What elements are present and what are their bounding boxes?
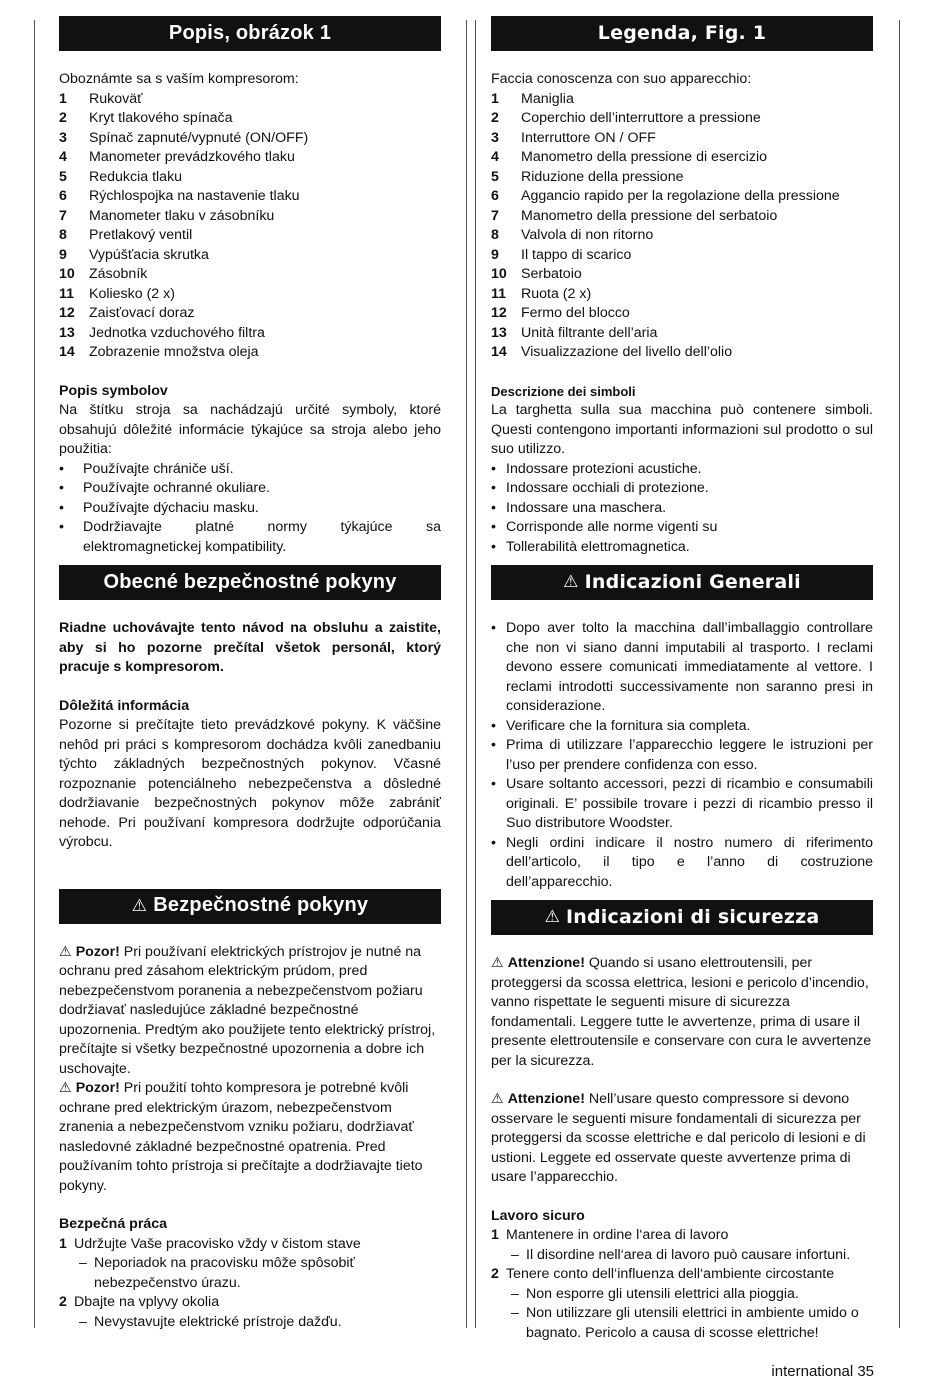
list-item: 13 Jednotka vzduchového filtra xyxy=(59,324,265,341)
warning-icon: ⚠ xyxy=(491,955,504,971)
section-title-general-safety: Obecné bezpečnostné pokyny xyxy=(59,565,441,600)
list-item: 4 Manometer prevádzkového tlaku xyxy=(59,149,295,165)
warning-paragraph-1: ⚠ Attenzione! Quando si usano elettroutensili, per proteggersi da scossa elettrica, lesioni e pericolo d’incendio, vanno rispettate le seguenti misure di sicurezza fondamentali. Leggere tutte le avvertenze, prima di usare il presente elettroutensile e conservare con cura le avvertenze per la sicurezza. xyxy=(491,955,872,1069)
warning-icon: ⚠ xyxy=(544,906,561,927)
right-margin-rule xyxy=(899,20,900,1328)
warning-icon: ⚠ xyxy=(59,1080,72,1096)
section-title-general: ⚠ Indicazioni Generali xyxy=(491,565,873,600)
list-item: • Tollerabilità elettromagnetica. xyxy=(491,538,873,558)
center-left-rule xyxy=(466,20,467,1328)
safe-work-heading: Lavoro sicuro xyxy=(491,1207,585,1224)
warning-icon: ⚠ xyxy=(491,1091,504,1107)
list-item: 3 Spínač zapnuté/vypnuté (ON/OFF) xyxy=(59,129,309,146)
list-item: 12 Fermo del blocco xyxy=(491,305,630,321)
safe-work-heading: Bezpečná práca xyxy=(59,1216,168,1232)
list-item: 1 Udržujte Vaše pracovisko vždy v čistom stave – Neporiadok na pracovisku môže spôsobiť nebezpečenstvo úrazu. xyxy=(59,1235,441,1294)
list-item: 2 Coperchio dell’interruttore a pressione xyxy=(491,110,761,126)
italian-column xyxy=(491,16,873,1343)
intro-text: Oboznámte sa s vaším kompresorom: xyxy=(59,71,299,87)
list-item: – Nevystavujte elektrické prístroje dažďu. xyxy=(59,1313,441,1333)
symbols-list xyxy=(491,460,873,558)
parts-list xyxy=(59,90,441,363)
list-item: – Non esporre gli utensili elettrici alla pioggia. xyxy=(491,1285,873,1305)
warning-paragraph-2: ⚠ Attenzione! Nell’usare questo compressore si devono osservare le seguenti misure fondamentali di sicurezza per proteggersi da scosse elettriche e dal pericolo di lesioni e di ustioni. Leggete ed osservate queste avvertenze prima di usare l’apparecchio. xyxy=(491,1091,866,1185)
list-item: • Corrisponde alle norme vigenti su xyxy=(491,518,873,538)
symbols-heading: Descrizione dei simboli xyxy=(491,383,636,399)
list-item: 1 Mantenere in ordine l‘area di lavoro – Il disordine nell‘area di lavoro può causare infortuni. xyxy=(491,1226,873,1265)
list-item: • Usare soltanto accessori, pezzi di ricambio e consumabili originali. E’ possibile trovare i pezzi di ricambio presso il Suo distributore Woodster. xyxy=(491,775,873,834)
warning-icon: ⚠ xyxy=(59,943,72,960)
left-margin-rule xyxy=(34,20,35,1328)
list-item: • Indossare protezioni acustiche. xyxy=(491,460,873,480)
list-item: 2 Dbajte na vplyvy okolia – Nevystavujte elektrické prístroje dažďu. xyxy=(59,1293,441,1332)
general-bold-text: Riadne uchovávajte tento návod na obsluhu a zaistite, aby si ho pozorne prečítal všetok personál, ktorý pracuje s kompresorom. xyxy=(59,620,441,675)
list-item: 6 Aggancio rapido per la regolazione della pressione xyxy=(491,188,840,204)
list-item: 14 Visualizzazione del livello dell’olio xyxy=(491,344,733,360)
list-item: • Indossare una maschera. xyxy=(491,499,873,519)
list-item: • Verificare che la fornitura sia completa. xyxy=(491,717,873,737)
parts-list xyxy=(491,90,873,363)
list-item: • Dopo aver tolto la macchina dall’imballaggio controllare che non vi siano danni imputabili al trasporto. I reclami devono essere comunicati immediatamente al vettore. I reclami introdotti successivamente non saranno presi in considerazione. xyxy=(491,619,873,717)
center-right-rule xyxy=(475,20,476,1328)
list-item: • Používajte chrániče uší. xyxy=(59,460,441,480)
list-item: – Non utilizzare gli utensili elettrici in ambiente umido o bagnato. Pericolo a causa di scosse elettriche! xyxy=(491,1304,873,1343)
list-item: 3 Interruttore ON / OFF xyxy=(491,129,656,146)
list-item: 1 Maniglia xyxy=(491,90,574,107)
section-title-description: Popis, obrázok 1 xyxy=(59,16,441,51)
warning-icon: ⚠ xyxy=(131,896,148,916)
list-item: 5 Riduzione della pressione xyxy=(491,168,684,185)
list-item: 5 Redukcia tlaku xyxy=(59,168,183,185)
safe-work-steps xyxy=(491,1226,873,1343)
symbols-list xyxy=(59,460,441,558)
symbols-heading: Popis symbolov xyxy=(59,382,168,399)
list-item: 11 Ruota (2 x) xyxy=(491,285,592,302)
important-text: Pozorne si prečítajte tieto prevádzkové pokyny. K väčšine nehôd pri práci s kompresorom dochádza kvôli zanedbaniu týchto základných bezpečnostných pokynov. Včasné rozpoznanie potenciálneho nebezpečenstva a dôsledné dodržiavanie bezpečnostných pokynov môže zabrániť nehode. Pri používaní kompresora dodržujte odporúčania výrobcu. xyxy=(59,717,441,850)
list-item: 6 Rýchlospojka na nastavenie tlaku xyxy=(59,188,300,204)
list-item: 2 Tenere conto dell‘influenza dell‘ambiente circostante – Non esporre gli utensili elettrici alla pioggia. – Non utilizzare gli utensili elettrici in ambiente umido o bagnato. Pericolo a causa di scosse elettriche! xyxy=(491,1265,873,1343)
list-item: 12 Zaisťovací doraz xyxy=(59,305,195,321)
list-item: 13 Unità filtrante dell’aria xyxy=(491,324,658,341)
page-footer: international 35 xyxy=(771,1363,874,1380)
safe-work-steps xyxy=(59,1235,441,1333)
list-item: • Indossare occhiali di protezione. xyxy=(491,479,873,499)
list-item: 2 Kryt tlakového spínača xyxy=(59,110,233,126)
intro-text: Faccia conoscenza con suo apparecchio: xyxy=(491,71,752,87)
list-item: 8 Pretlakový ventil xyxy=(59,227,193,243)
warning-icon: ⚠ xyxy=(563,571,579,592)
list-item: – Neporiadok na pracovisku môže spôsobiť nebezpečenstvo úrazu. xyxy=(59,1254,441,1293)
list-item: 9 Il tappo di scarico xyxy=(491,246,632,263)
list-item: 9 Vypúšťacia skrutka xyxy=(59,246,209,263)
important-heading: Dôležitá informácia xyxy=(59,697,190,714)
list-item: • Prima di utilizzare l’apparecchio leggere le istruzioni per l’uso per prendere confidenza con esso. xyxy=(491,736,873,775)
list-item: 10 Serbatoio xyxy=(491,266,582,282)
warning-paragraph-1: ⚠ Pozor! Pri používaní elektrických prístrojov je nutné na ochranu pred zásahom elektrickým prúdom, pred nebezpečenstvom poranenia a nebezpečenstvom požiaru dodržiavať nasledujúce základné bezpečnostné upozornenia. Predtým ako použijete tento elektrický prístroj, prečítajte si všetky bezpečnostné upozornenia a dobre ich uschovajte. xyxy=(59,943,436,1077)
section-title-safety: ⚠ Indicazioni di sicurezza xyxy=(491,900,873,935)
section-title-legend: Legenda, Fig. 1 xyxy=(491,16,873,51)
list-item: • Používajte dýchaciu masku. xyxy=(59,499,441,519)
symbols-text: La targhetta sulla sua macchina può contenere simboli. Questi contengono importanti informazioni sul prodotto o sul suo utilizzo. xyxy=(491,402,873,457)
list-item: 7 Manometro della pressione del serbatoio xyxy=(491,207,778,224)
list-item: • Negli ordini indicare il nostro numero di riferimento dell’articolo, il tipo e l’anno di costruzione dell’apparecchio. xyxy=(491,834,873,893)
list-item: 10 Zásobník xyxy=(59,266,148,282)
list-item: • Používajte ochranné okuliare. xyxy=(59,479,441,499)
list-item: 7 Manometer tlaku v zásobníku xyxy=(59,207,275,224)
list-item: 14 Zobrazenie množstva oleja xyxy=(59,344,259,360)
list-item: – Il disordine nell‘area di lavoro può causare infortuni. xyxy=(491,1246,873,1266)
list-item: 11 Koliesko (2 x) xyxy=(59,285,175,302)
list-item: 1 Rukoväť xyxy=(59,90,143,107)
list-item: 8 Valvola di non ritorno xyxy=(491,227,654,243)
list-item: • Dodržiavajte platné normy týkajúce sa elektromagnetickej kompatibility. xyxy=(59,518,441,557)
list-item: 4 Manometro della pressione di esercizio xyxy=(491,149,768,165)
symbols-text: Na štítku stroja sa nachádzajú určité symboly, ktoré obsahujú dôležité informácie týkajúce sa stroja alebo jeho použitia: xyxy=(59,402,441,457)
section-title-safety: ⚠ Bezpečnostné pokyny xyxy=(59,889,441,924)
slovak-column xyxy=(59,16,441,1332)
general-list xyxy=(491,619,873,892)
warning-paragraph-2: ⚠ Pozor! Pri použití tohto kompresora je potrebné kvôli ochrane pred elektrickým úrazom, nebezpečenstvom zranenia a nebezpečenstvom vzniku požiaru, dodržiavať nasledovné základné bezpečnostné opatrenia. Pred používaním tohto prístroja si prečítajte a dodržiavajte tieto pokyny. xyxy=(59,1080,423,1194)
